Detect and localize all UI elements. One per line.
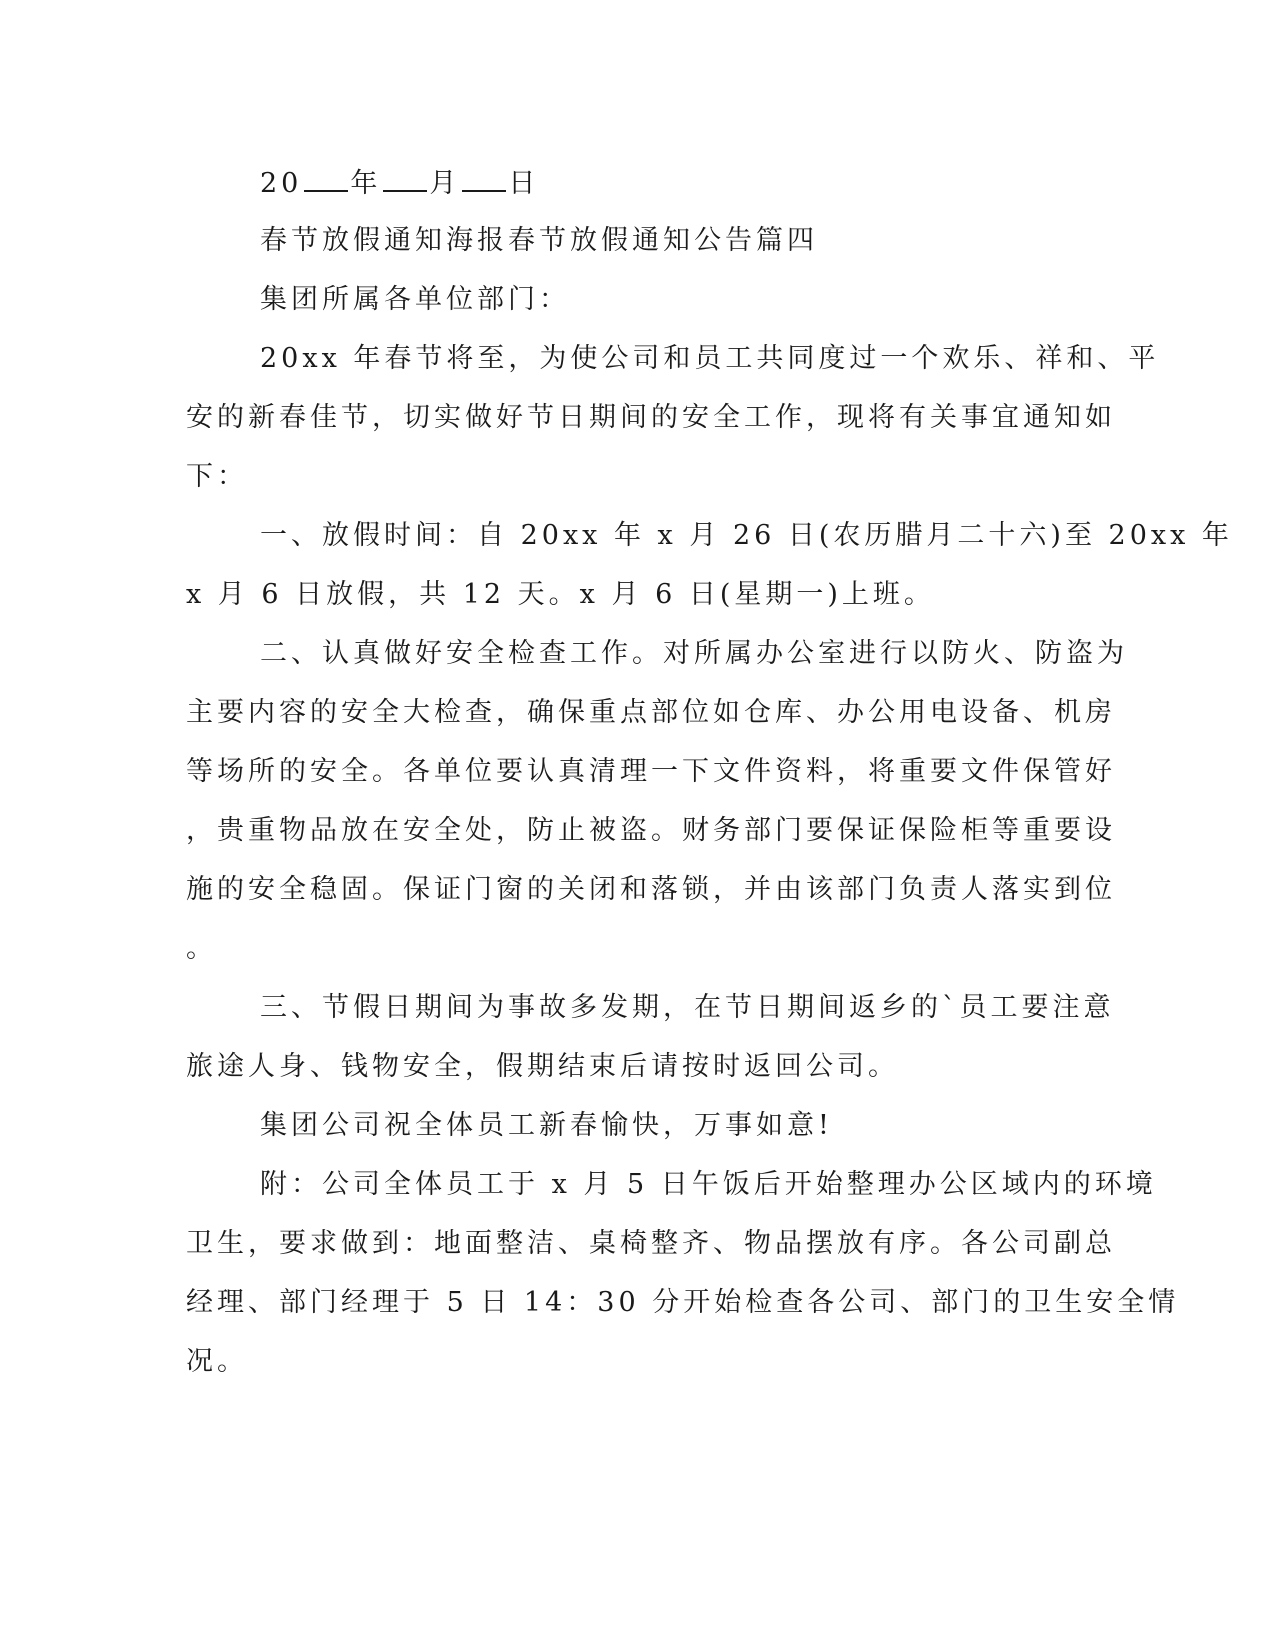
paragraph-line: 20xx 年春节将至，为使公司和员工共同度过一个欢乐、祥和、平 <box>260 343 1160 374</box>
salutation: 集团所属各单位部门： <box>260 284 570 315</box>
paragraph-line: 三、节假日期间为事故多发期，在节日期间返乡的`员工要注意 <box>260 992 1115 1023</box>
paragraph-line: 旅途人身、钱物安全，假期结束后请按时返回公司。 <box>186 1051 899 1082</box>
paragraph-line: 等场所的安全。各单位要认真清理一下文件资料，将重要文件保管好 <box>186 756 1116 787</box>
paragraph-line: 安的新春佳节，切实做好节日期间的安全工作，现将有关事宜通知如 <box>186 402 1116 433</box>
paragraph-line: 况。 <box>186 1346 248 1377</box>
date-day: 日 <box>508 168 540 199</box>
paragraph-line: 主要内容的安全大检查，确保重点部位如仓库、办公用电设备、机房 <box>186 697 1116 728</box>
month-blank <box>383 166 427 192</box>
date-line <box>260 166 539 201</box>
date-prefix: 20 <box>260 168 303 199</box>
paragraph-line: x 月 6 日放假，共 12 天。x 月 6 日(星期一)上班。 <box>186 579 935 610</box>
date-year: 年 <box>350 168 382 199</box>
paragraph-line: 施的安全稳固。保证门窗的关闭和落锁，并由该部门负责人落实到位 <box>186 874 1116 905</box>
paragraph-line: ，贵重物品放在安全处，防止被盗。财务部门要保证保险柜等重要设 <box>186 815 1116 846</box>
paragraph-line: 卫生，要求做到：地面整洁、桌椅整齐、物品摆放有序。各公司副总 <box>186 1228 1116 1259</box>
day-blank <box>462 166 506 192</box>
paragraph-line: 附：公司全体员工于 x 月 5 日午饭后开始整理办公区域内的环境 <box>260 1169 1157 1200</box>
paragraph-line: 集团公司祝全体员工新春愉快，万事如意! <box>260 1110 833 1141</box>
date-month: 月 <box>429 168 461 199</box>
paragraph-line: 二、认真做好安全检查工作。对所属办公室进行以防火、防盗为 <box>260 638 1128 669</box>
paragraph-line: 下： <box>186 461 248 492</box>
paragraph-line: 一、放假时间：自 20xx 年 x 月 26 日(农历腊月二十六)至 20xx 年 <box>260 520 1233 551</box>
year-blank <box>304 166 348 192</box>
paragraph-line: 。 <box>186 933 217 964</box>
paragraph-line: 经理、部门经理于 5 日 14：30 分开始检查各公司、部门的卫生安全情 <box>186 1287 1180 1318</box>
notice-heading: 春节放假通知海报春节放假通知公告篇四 <box>260 225 818 256</box>
